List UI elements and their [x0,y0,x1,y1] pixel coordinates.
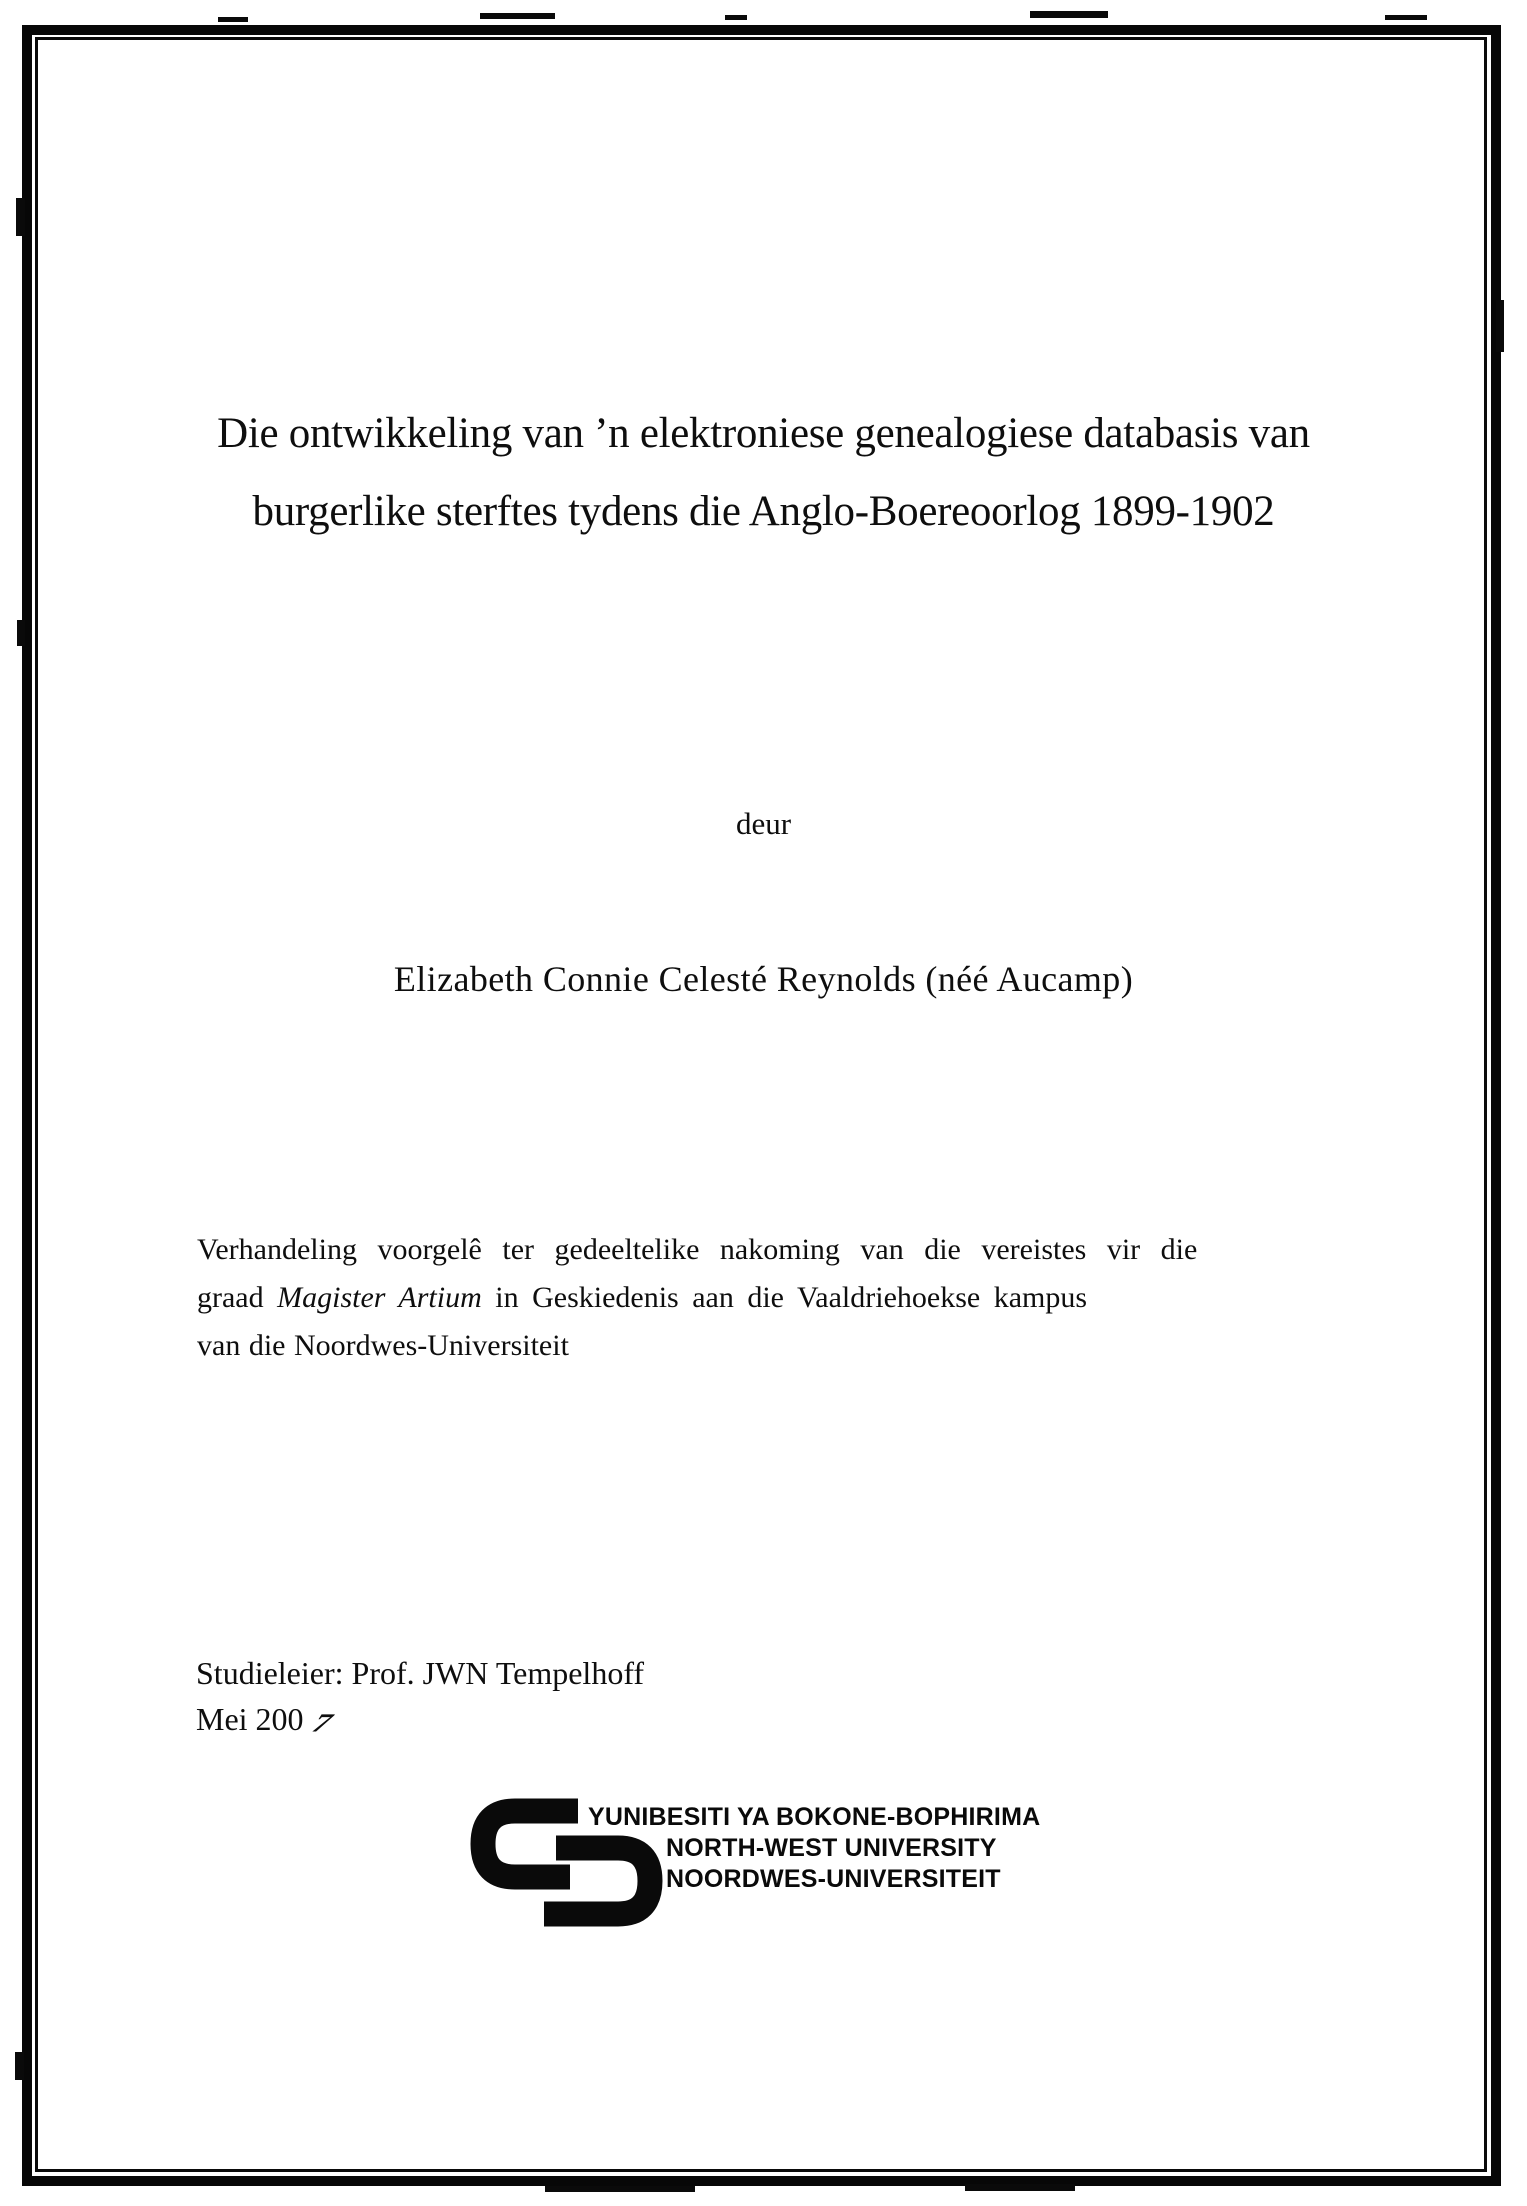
nwu-logo-text [588,1802,1040,1895]
scan-artifact [1385,15,1427,20]
statement-line2 [197,1274,1349,1322]
scan-artifact [1030,11,1108,18]
nwu-logo-line2: NORTH-WEST UNIVERSITY [666,1834,997,1862]
statement-line2-suffix: in Geskiedenis aan die Vaaldriehoekse kampus [481,1281,1088,1314]
date-line [196,1696,644,1742]
thesis-title-line1: Die ontwikkeling van ’n elektroniese genealogiese databasis van [217,410,1310,457]
statement-degree-name: Magister Artium [277,1281,482,1314]
scan-artifact [1496,300,1504,352]
scan-artifact [725,15,747,20]
scan-artifact [16,198,25,236]
scan-artifact [218,17,248,22]
nwu-logo-line3: NOORDWES-UNIVERSITEIT [666,1865,1001,1893]
submission-statement [197,1226,1349,1370]
scan-artifact [15,2052,24,2080]
date-last-digit: 7 [304,1707,340,1738]
date-prefix: Mei 200 [196,1701,304,1737]
statement-line1: Verhandeling voorgelê ter gedeeltelike nakoming van die vereistes vir die [197,1233,1198,1266]
scan-artifact [480,13,555,19]
statement-line2-prefix: graad [197,1281,278,1314]
scan-artifact [545,2186,695,2192]
scan-artifact [965,2184,1075,2191]
nwu-logo-line1: YUNIBESITI YA BOKONE-BOPHIRIMA [588,1803,1041,1831]
byline: deur [735,806,792,841]
thesis-title [100,395,1427,551]
author-name: Elizabeth Connie Celesté Reynolds (néé Aucamp) [393,959,1134,999]
scan-artifact [17,620,25,646]
statement-line3: van die Noordwes-Universiteit [197,1329,569,1362]
supervisor-block [196,1650,644,1742]
thesis-title-line2: burgerlike sterftes tydens die Anglo-Boereoorlog 1899-1902 [252,488,1275,535]
supervisor-line: Studieleier: Prof. JWN Tempelhoff [196,1655,645,1691]
